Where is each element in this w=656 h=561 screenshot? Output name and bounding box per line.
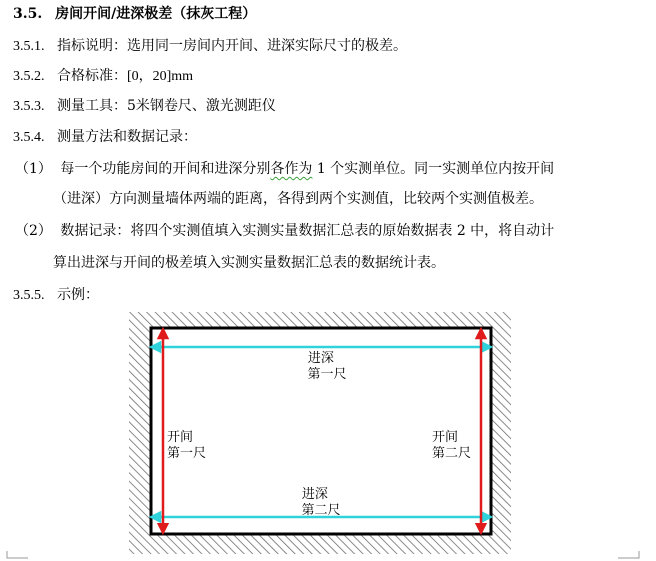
section-number: 3.5. (13, 6, 43, 22)
item-label: 测量工具： (56, 98, 127, 114)
room-measurement-diagram (129, 312, 511, 554)
paragraph-1-line-1 (15, 159, 554, 179)
item-3-5-4 (13, 127, 197, 148)
item-text: [0，20]mm (126, 69, 194, 84)
item-label: 合格标准： (56, 68, 127, 84)
item-text: 选用同一房间内开间、进深实际尺寸的极差。 (126, 38, 407, 54)
item-text: 5米钢卷尺、激光测距仪 (126, 98, 276, 114)
paragraph-text: 1 个实测单位。同一实测单位内按开间 (312, 161, 555, 177)
width-first-label-line-2: 第一尺 (167, 446, 207, 461)
item-3-5-5 (13, 285, 99, 306)
depth-second-label-line-2: 第二尺 (301, 503, 341, 518)
page-corner-mark-left (6, 551, 28, 559)
item-number: 3.5.3. (13, 99, 45, 114)
paragraph-text: 数据记录：将四个实测值填入实测实量数据汇总表的原始数据表 2 中，将自动计 (60, 223, 555, 239)
paragraph-2-line-1 (15, 221, 554, 241)
item-number: 3.5.5. (13, 288, 45, 303)
item-3-5-1 (13, 36, 407, 57)
width-second-label-line-2: 第二尺 (432, 446, 472, 461)
width-second-label-line-1: 开间 (432, 430, 459, 445)
paragraph-1-line-2: （进深）方向测量墙体两端的距离，各得到两个实测值，比较两个实测值极差。 (53, 191, 543, 207)
depth-first-label-line-1: 进深 (307, 351, 334, 366)
item-label: 示例： (56, 287, 99, 303)
depth-second-label-line-1: 进深 (301, 487, 328, 502)
paragraph-2-line-2: 算出进深与开间的极差填入实测实量数据汇总表的数据统计表。 (53, 255, 445, 271)
page-corner-mark-right (618, 551, 640, 559)
paragraph-marker: （2） (15, 223, 52, 239)
paragraph-marker: （1） (15, 161, 52, 177)
item-3-5-2 (13, 66, 193, 87)
paragraph-text: 每一个功能房间的开间和进深分别 (60, 161, 271, 177)
section-title: 房间开间/进深极差（抹灰工程） (55, 6, 257, 22)
item-number: 3.5.4. (13, 130, 45, 145)
item-label: 指标说明： (56, 38, 127, 54)
item-number: 3.5.2. (13, 69, 45, 84)
item-number: 3.5.1. (13, 39, 45, 54)
item-label: 测量方法和数据记录： (56, 129, 197, 145)
spellcheck-underlined-text: 各作为 (270, 161, 313, 177)
section-heading (13, 4, 256, 24)
depth-first-label-line-2: 第一尺 (307, 367, 347, 382)
item-3-5-3 (13, 96, 276, 117)
width-first-label-line-1: 开间 (167, 430, 194, 445)
